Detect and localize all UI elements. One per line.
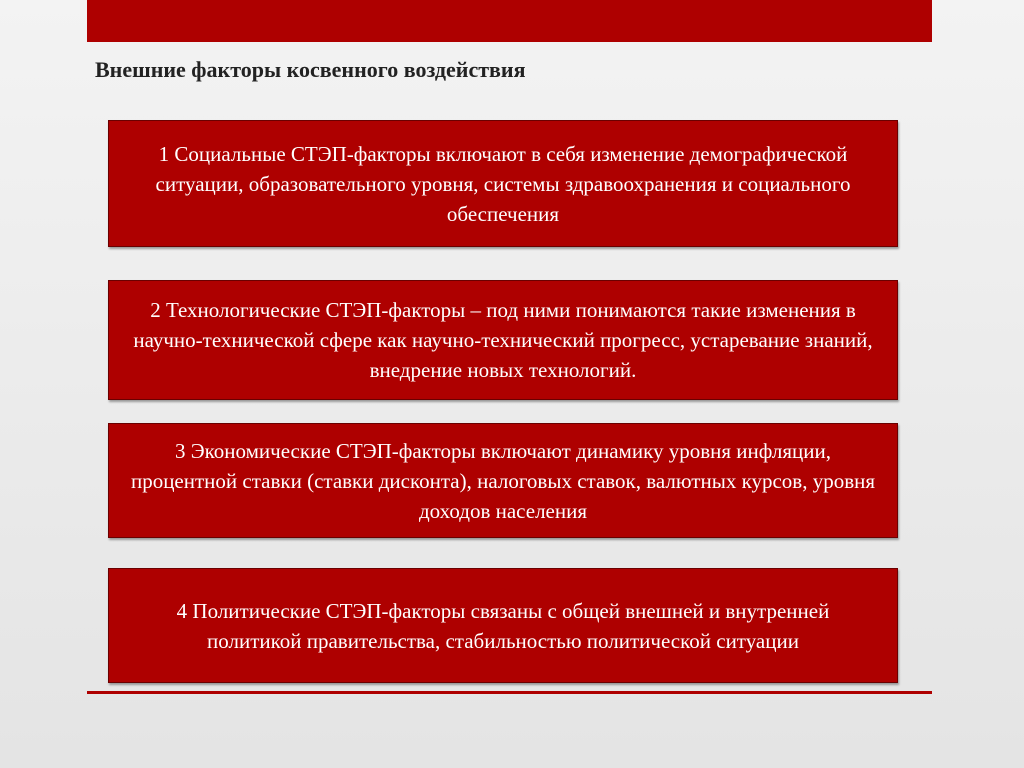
header-bar [87,0,932,42]
factor-text: 3 Экономические СТЭП-факторы включают динамику уровня инфляции, процентной ставки (ставки дисконта), налоговых ставок, валютных курсов, уровня доходов населения [130,438,876,523]
factor-box-economic [108,423,898,538]
factor-text: 1 Социальные СТЭП-факторы включают в себя изменение демографической ситуации, образовательного уровня, системы здравоохранения и социального обеспечения [155,141,851,226]
factor-box-political [108,568,898,683]
factor-box-technological [108,280,898,400]
factor-text: 4 Политические СТЭП-факторы связаны с общей внешней и внутренней политикой правительства, стабильностью политической ситуации [176,598,830,653]
bottom-divider [87,691,932,694]
slide-title: Внешние факторы косвенного воздействия [95,57,526,82]
factor-text: 2 Технологические СТЭП-факторы – под ними понимаются такие изменения в научно-технической сфере как научно-технический прогресс, устаревание знаний, внедрение новых технологий. [133,298,873,382]
factor-box-social [108,120,898,247]
